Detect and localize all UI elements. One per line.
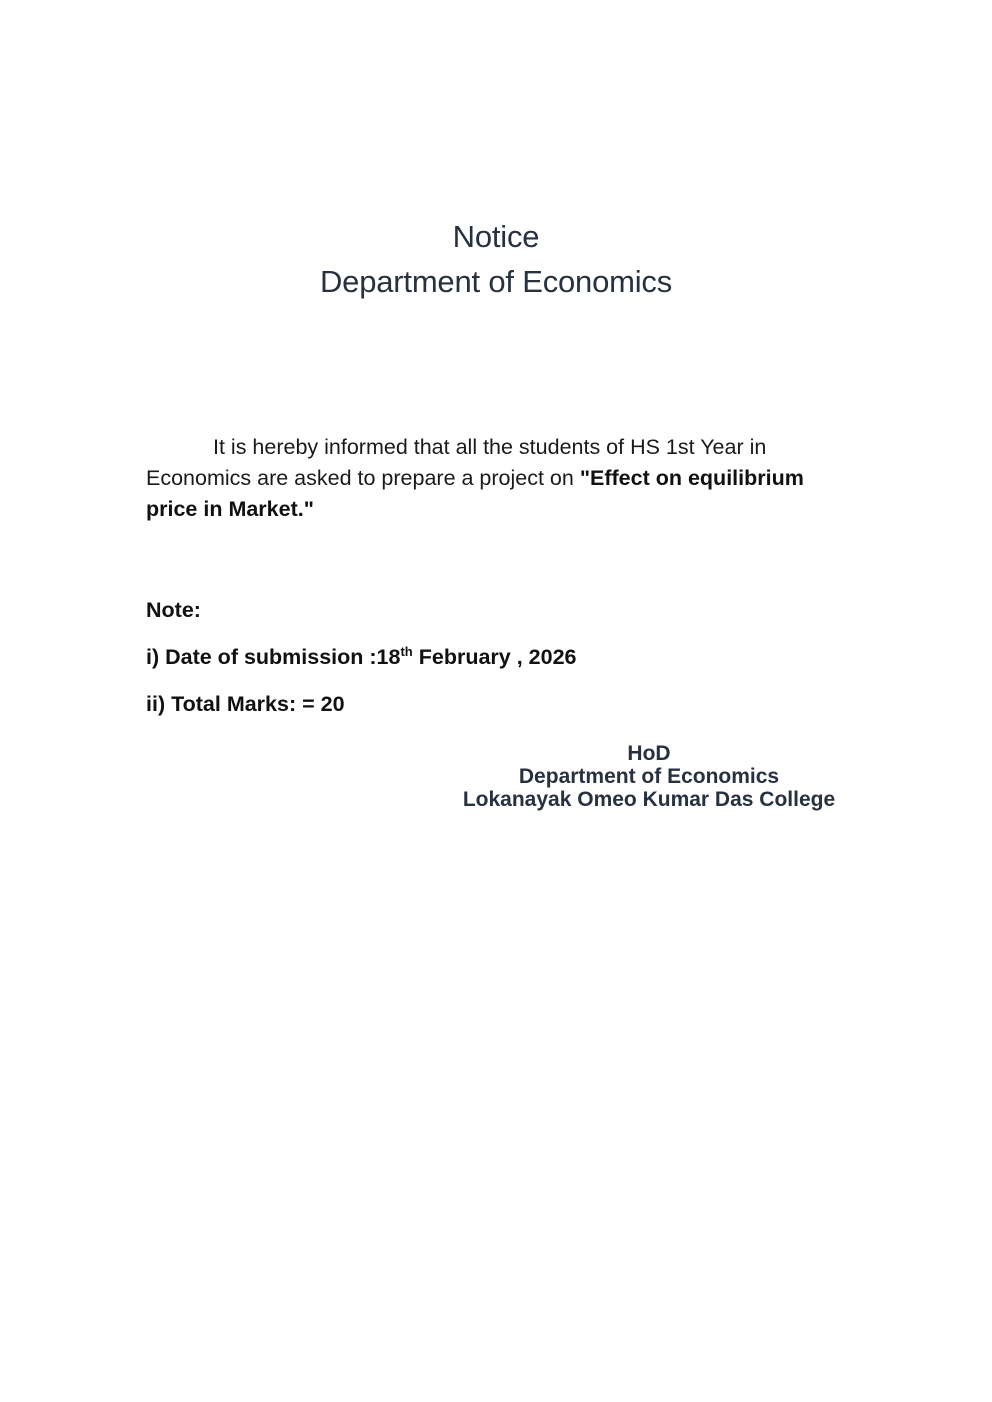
signature-role: HoD (627, 742, 671, 765)
signature-college: Lokanayak Omeo Kumar Das College (462, 788, 836, 811)
body-intro-text: It is hereby informed that all the students of HS 1st Year in Economics are asked to prepare a project on (146, 434, 767, 490)
note-item-submission-date (146, 641, 576, 688)
note-label: Note: (146, 598, 201, 622)
notice-heading (0, 214, 992, 304)
note-item-total-marks (146, 688, 576, 735)
notes-section (146, 594, 576, 735)
project-topic: "Effect on equilibrium price in Market." (146, 465, 804, 521)
notice-title: Notice (452, 219, 540, 254)
date-ordinal-suffix: th (400, 644, 413, 659)
notice-body (146, 432, 846, 525)
submission-date-month-year: February , 2026 (412, 645, 577, 669)
total-marks-text: ii) Total Marks: = 20 (146, 692, 345, 716)
submission-date-prefix: i) Date of submission :18 (146, 645, 401, 669)
notice-department: Department of Economics (319, 264, 673, 299)
signature-block (460, 742, 838, 811)
signature-department: Department of Economics (518, 765, 780, 788)
